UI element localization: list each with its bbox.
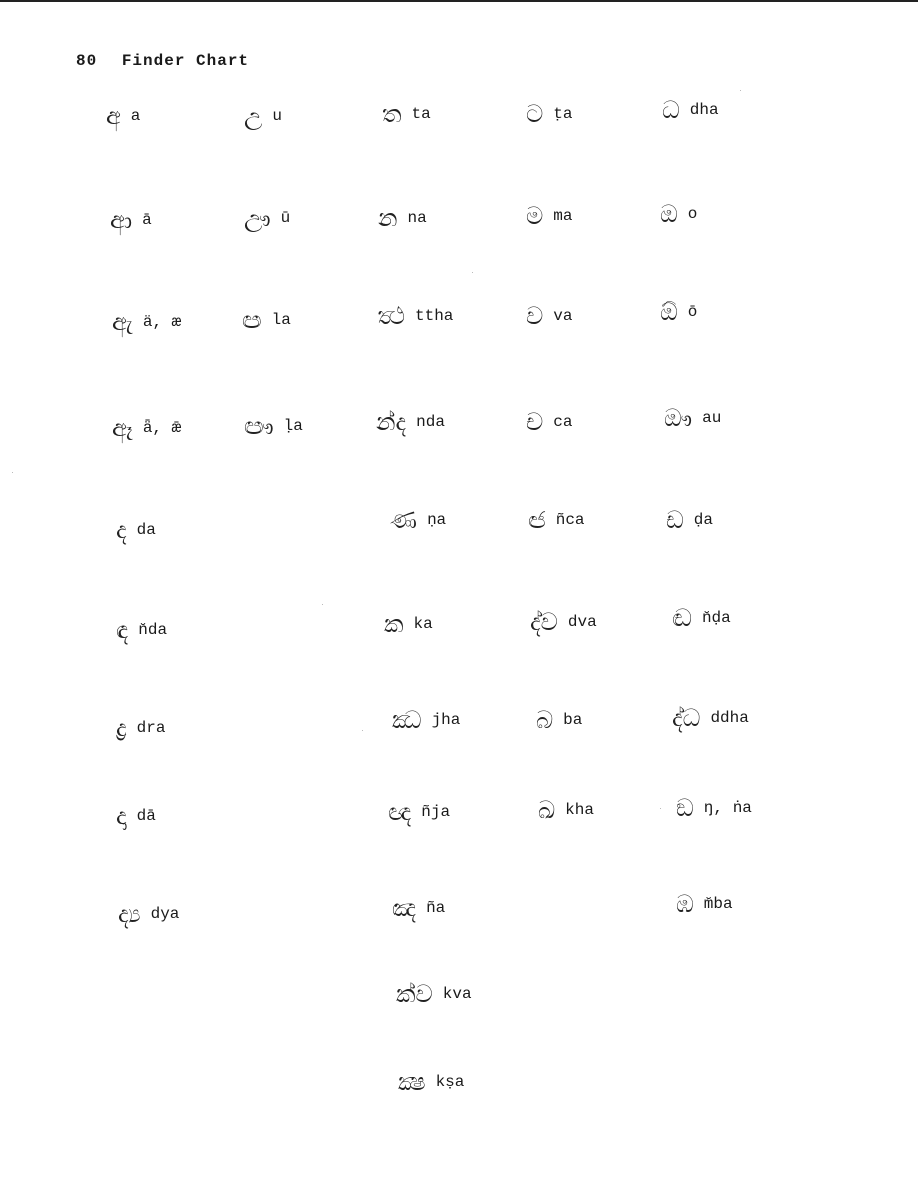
chart-entry-ae bbox=[112, 310, 181, 334]
romanization: ḷa bbox=[283, 417, 303, 435]
chart-entry-prenasal-ba bbox=[676, 892, 733, 916]
romanization: jha bbox=[431, 711, 461, 729]
sinhala-glyph: ඦ bbox=[528, 506, 546, 534]
top-rule bbox=[0, 0, 918, 2]
page-number: 80 bbox=[76, 52, 98, 70]
romanization: a bbox=[130, 107, 141, 125]
scan-speck bbox=[660, 808, 661, 809]
sinhala-glyph: ඣ bbox=[392, 706, 422, 734]
chart-entry-prenasal-da bbox=[116, 618, 167, 642]
romanization: dya bbox=[150, 905, 180, 923]
chart-entry-dda bbox=[666, 508, 713, 532]
chart-entry-uu bbox=[244, 206, 290, 230]
sinhala-glyph: න bbox=[378, 204, 398, 232]
page-header bbox=[76, 52, 263, 70]
sinhala-glyph: ඐ bbox=[244, 412, 274, 440]
sinhala-glyph: බ bbox=[536, 706, 554, 734]
sinhala-glyph: ඌ bbox=[244, 204, 271, 232]
romanization: ttha bbox=[414, 307, 454, 325]
chart-entry-jha bbox=[392, 708, 460, 732]
sinhala-glyph: ඕ bbox=[660, 298, 678, 326]
romanization: ǟ, ǣ bbox=[142, 419, 182, 437]
romanization: na bbox=[407, 209, 427, 227]
sinhala-glyph: ඬ bbox=[672, 604, 692, 632]
sinhala-glyph: ඩ bbox=[666, 506, 684, 534]
romanization: kva bbox=[442, 985, 472, 1003]
sinhala-glyph: ඖ bbox=[664, 404, 693, 432]
romanization: ka bbox=[413, 615, 433, 633]
sinhala-glyph: ධ bbox=[662, 96, 680, 124]
romanization: ū bbox=[280, 209, 291, 227]
chart-entry-aae bbox=[112, 416, 181, 440]
chart-entry-ka bbox=[384, 612, 433, 636]
page-title: Finder Chart bbox=[121, 52, 250, 70]
sinhala-glyph: ඹ bbox=[676, 890, 694, 918]
chart-entry-u bbox=[244, 104, 282, 128]
sinhala-glyph: ඞ bbox=[676, 794, 694, 822]
chart-entry-aa bbox=[110, 208, 152, 232]
romanization: ñja bbox=[421, 803, 451, 821]
sinhala-glyph: ද්‍ය bbox=[118, 900, 141, 928]
romanization: ddha bbox=[710, 709, 749, 727]
sinhala-glyph: ත bbox=[382, 100, 402, 128]
romanization: ṭa bbox=[553, 105, 573, 123]
chart-entry-ddha bbox=[672, 706, 749, 730]
chart-entry-a bbox=[106, 104, 140, 128]
scan-speck bbox=[362, 730, 363, 731]
chart-entry-dra bbox=[116, 716, 165, 740]
romanization: dva bbox=[567, 613, 597, 631]
romanization: ä, æ bbox=[142, 313, 182, 331]
chart-entry-oo bbox=[660, 300, 697, 324]
sinhala-glyph: ම bbox=[526, 202, 544, 230]
romanization: u bbox=[272, 107, 282, 125]
sinhala-glyph: ච bbox=[526, 408, 544, 436]
sinhala-glyph: ණ bbox=[390, 506, 417, 534]
sinhala-glyph: අ bbox=[106, 102, 121, 130]
romanization: va bbox=[553, 307, 573, 325]
chart-entry-au bbox=[664, 406, 721, 430]
romanization: ba bbox=[563, 711, 583, 729]
chart-entry-dva bbox=[530, 610, 597, 634]
sinhala-glyph: ඤ bbox=[392, 894, 417, 922]
chart-entry-nja bbox=[388, 800, 450, 824]
romanization: ō bbox=[687, 303, 698, 321]
chart-entry-va bbox=[526, 304, 572, 328]
romanization: ŋ, ṅa bbox=[703, 799, 752, 817]
sinhala-glyph: ක්‍ෂ bbox=[398, 1068, 426, 1096]
chart-entry-nga bbox=[676, 796, 752, 820]
sinhala-glyph: ආ bbox=[110, 206, 133, 234]
chart-entry-kva bbox=[396, 982, 472, 1006]
chart-entry-o bbox=[660, 202, 697, 226]
romanization: da bbox=[136, 521, 156, 539]
chart-entry-da bbox=[116, 518, 156, 542]
romanization: dra bbox=[136, 719, 166, 737]
romanization: ca bbox=[553, 413, 573, 431]
romanization: kha bbox=[565, 801, 594, 819]
romanization: la bbox=[271, 311, 291, 329]
sinhala-glyph: ඛ bbox=[538, 796, 556, 824]
chart-entry-nya bbox=[392, 896, 445, 920]
romanization: o bbox=[687, 205, 698, 223]
chart-entry-ma bbox=[526, 204, 572, 228]
sinhala-glyph: ද්‍ර bbox=[116, 714, 127, 742]
romanization: dā bbox=[136, 807, 156, 825]
chart-entry-prenasal-dda bbox=[672, 606, 731, 630]
sinhala-glyph: ඔ bbox=[660, 200, 678, 228]
chart-entry-dha bbox=[662, 98, 719, 122]
sinhala-glyph: ඳ bbox=[116, 616, 129, 644]
chart-entry-ksa bbox=[398, 1070, 464, 1094]
chart-entry-nca bbox=[528, 508, 585, 532]
sinhala-glyph: ඇ bbox=[112, 308, 133, 336]
sinhala-glyph: ඏ bbox=[242, 306, 262, 334]
sinhala-glyph: ක්ව bbox=[396, 980, 433, 1008]
sinhala-glyph: උ bbox=[244, 102, 263, 130]
romanization: m̆ba bbox=[703, 895, 733, 913]
romanization: ḍa bbox=[693, 511, 713, 529]
chart-entry-kha bbox=[538, 798, 594, 822]
romanization: ā bbox=[142, 211, 152, 229]
chart-entry-nna bbox=[390, 508, 446, 532]
chart-entry-nda bbox=[376, 410, 445, 434]
sinhala-glyph: ද්ව bbox=[530, 608, 558, 636]
chart-entry-ba bbox=[536, 708, 582, 732]
romanization: n̆da bbox=[138, 621, 168, 639]
sinhala-glyph: ට bbox=[526, 100, 544, 128]
scan-speck bbox=[740, 90, 741, 91]
romanization: nda bbox=[416, 413, 445, 431]
scan-speck bbox=[12, 472, 13, 473]
romanization: dha bbox=[689, 101, 719, 119]
sinhala-glyph: ක bbox=[384, 610, 404, 638]
sinhala-glyph: ද bbox=[116, 516, 127, 544]
romanization: ña bbox=[426, 899, 446, 917]
sinhala-glyph: ඈ bbox=[112, 414, 133, 442]
sinhala-glyph: ඥ bbox=[388, 798, 412, 826]
romanization: kṣa bbox=[435, 1073, 465, 1091]
chart-entry-ta bbox=[382, 102, 431, 126]
sinhala-glyph: ව bbox=[526, 302, 544, 330]
sinhala-glyph: ද්ධ bbox=[672, 704, 701, 732]
romanization: ñca bbox=[555, 511, 585, 529]
chart-entry-daa bbox=[116, 804, 156, 828]
sinhala-glyph: දා bbox=[116, 802, 127, 830]
romanization: ma bbox=[553, 207, 573, 225]
scan-speck bbox=[322, 604, 323, 605]
chart-entry-na bbox=[378, 206, 427, 230]
romanization: ṇa bbox=[426, 511, 447, 529]
sinhala-glyph: ත්‍ථ bbox=[378, 302, 405, 330]
romanization: n̆ḍa bbox=[701, 609, 731, 627]
romanization: au bbox=[702, 409, 722, 427]
scan-speck bbox=[472, 272, 473, 273]
chart-entry-tta bbox=[526, 102, 572, 126]
chart-entry-dya bbox=[118, 902, 179, 926]
romanization: ta bbox=[411, 105, 431, 123]
sinhala-glyph: න්ද bbox=[376, 408, 407, 436]
chart-entry-ttha bbox=[378, 304, 453, 328]
chart-entry-ca bbox=[526, 410, 572, 434]
chart-entry-lla-vowel bbox=[244, 414, 303, 438]
chart-entry-la-vowel bbox=[242, 308, 291, 332]
